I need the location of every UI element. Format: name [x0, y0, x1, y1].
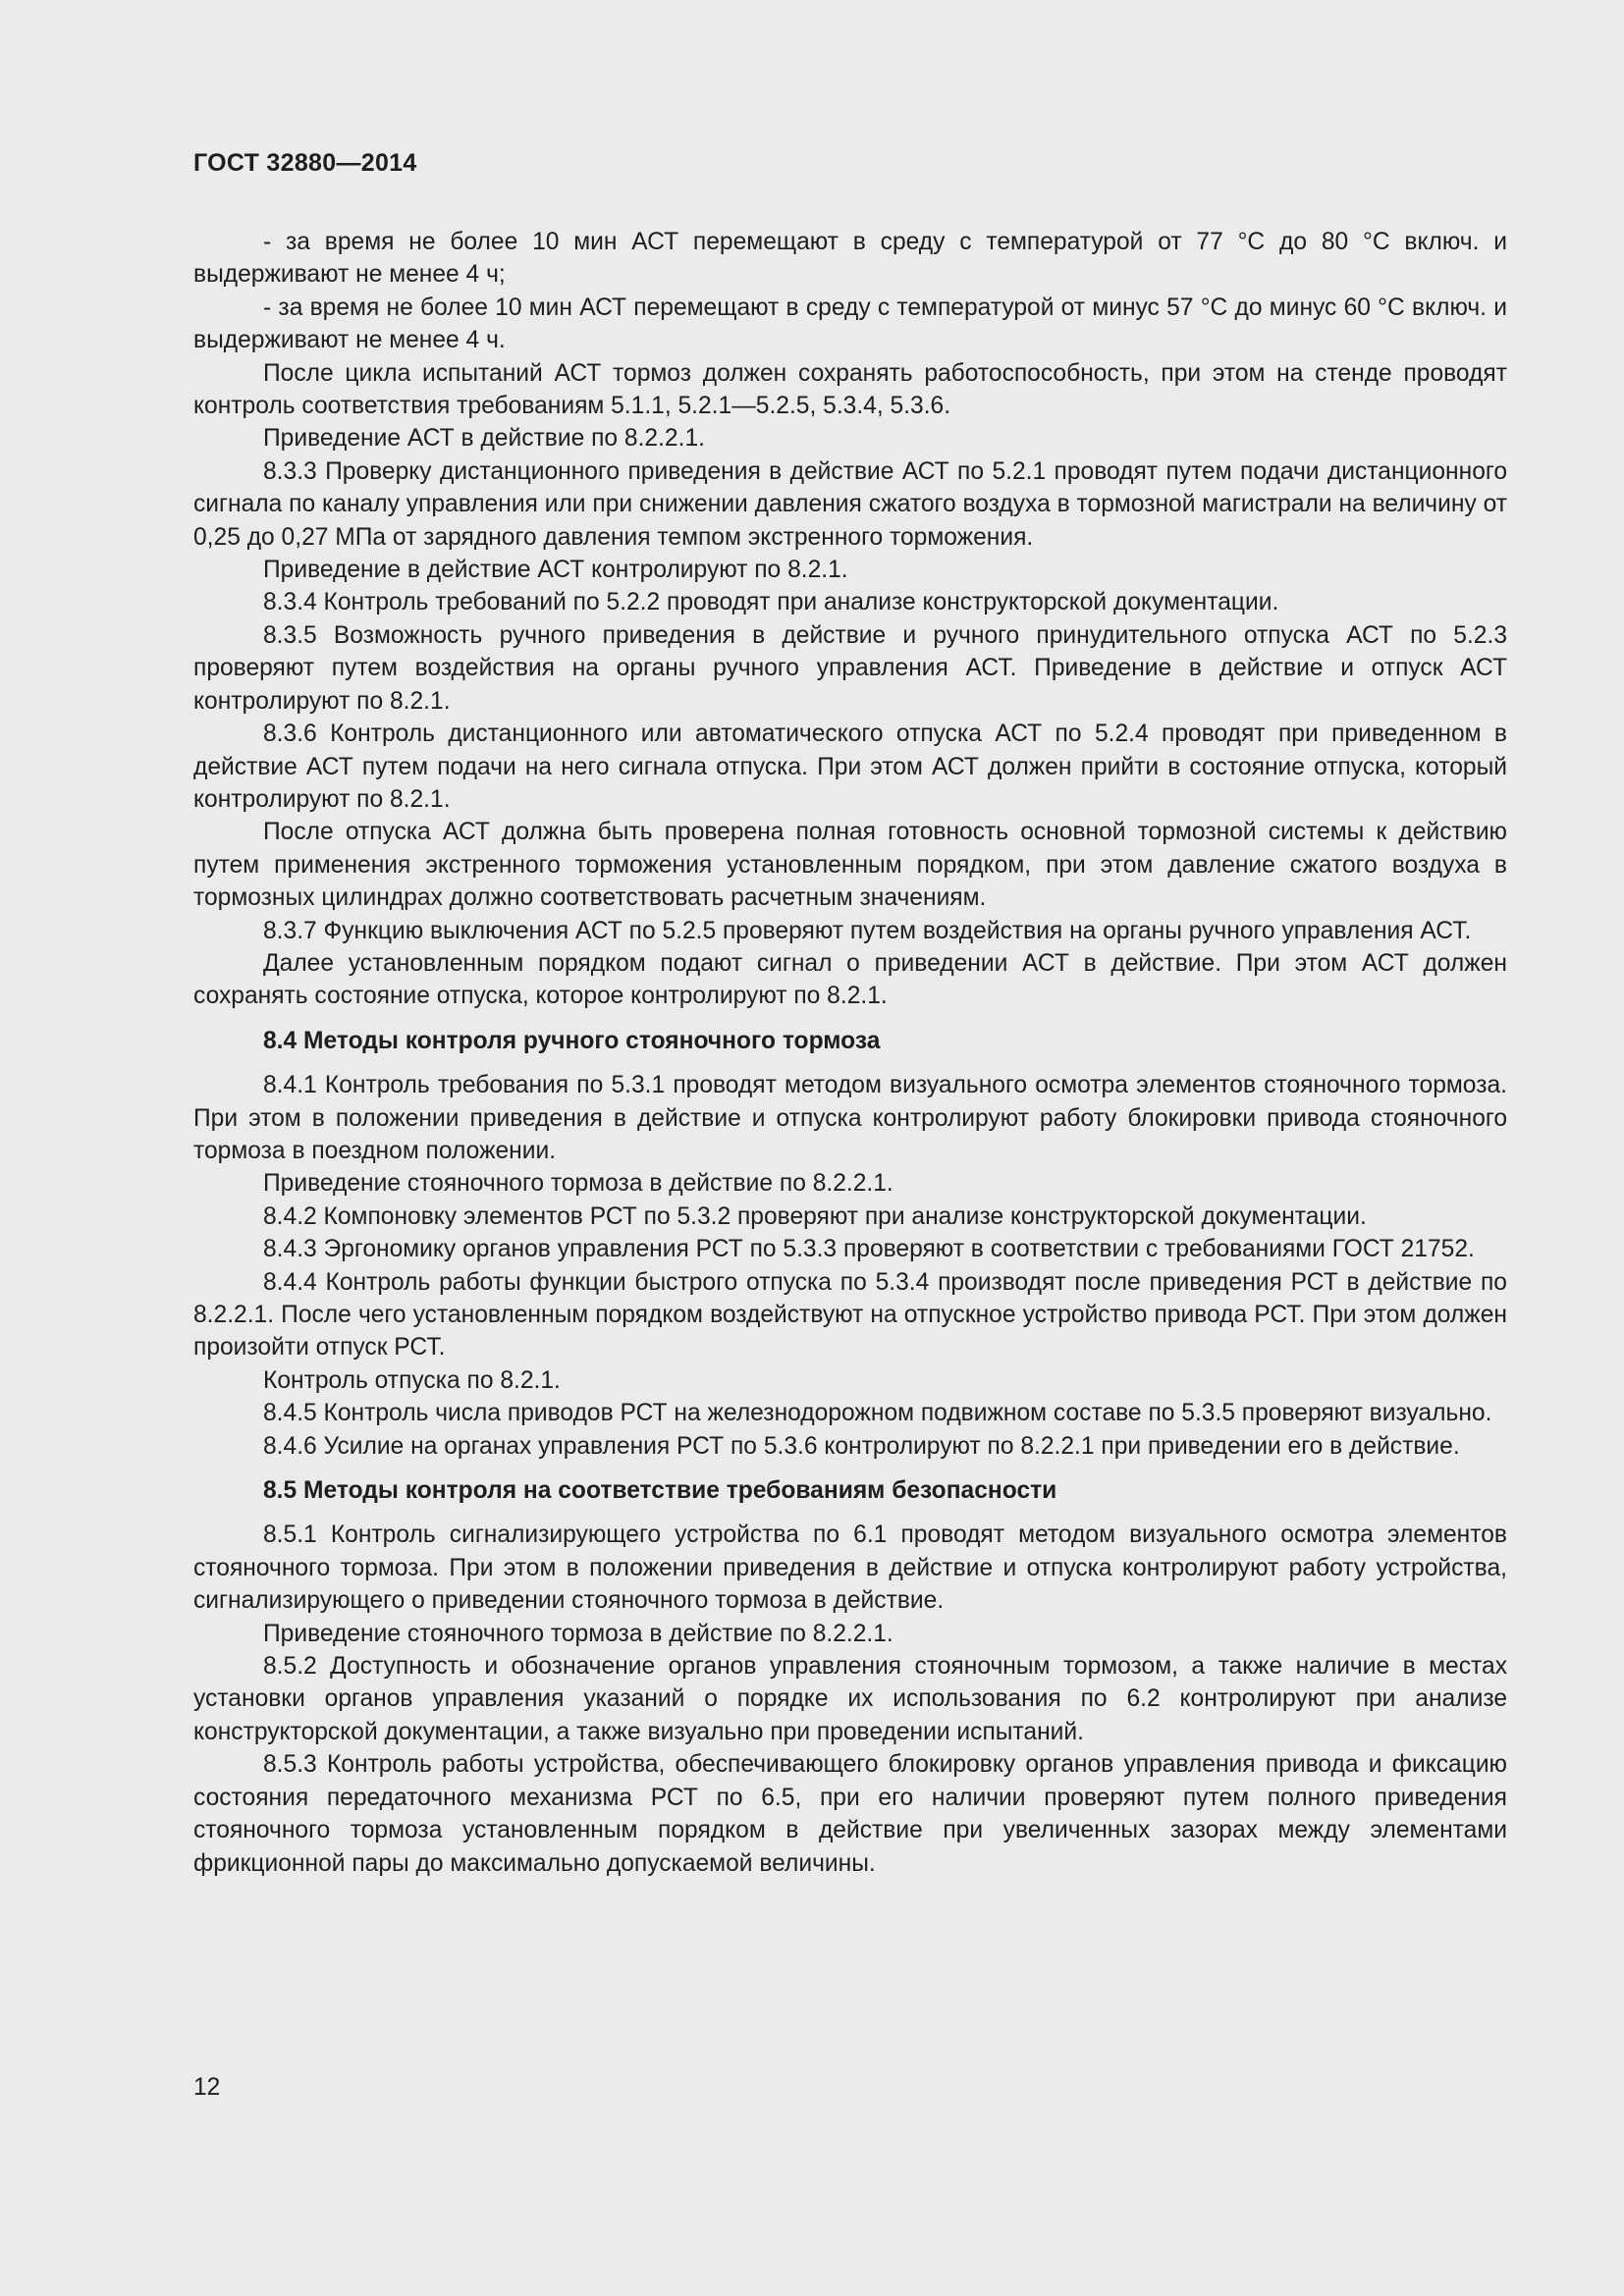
- page-number: 12: [193, 2074, 221, 2101]
- paragraph: 8.3.5 Возможность ручного приведения в действие и ручного принудительного отпуска АСТ по 5.2.3 проверяют путем воздействия на органы ручного управления АСТ. Приведение в действие и отпуск АСТ контролируют по 8.2.1.: [193, 621, 1507, 715]
- paragraph: 8.4.3 Эргономику органов управления РСТ по 5.3.3 проверяют в соответствии с требованиями ГОСТ 21752.: [263, 1236, 1475, 1263]
- paragraph: 8.4.6 Усилие на органах управления РСТ по 5.3.6 контролируют по 8.2.2.1 при приведении его в действие.: [263, 1432, 1460, 1460]
- paragraph: 8.3.6 Контроль дистанционного или автоматического отпуска АСТ по 5.2.4 проводят при приведенном в действие АСТ путем подачи на него сигнала отпуска. При этом АСТ должен прийти в состояние отпуска, который контролируют по 8.2.1.: [193, 721, 1507, 813]
- paragraph: 8.3.4 Контроль требований по 5.2.2 проводят при анализе конструкторской документации.: [263, 589, 1279, 616]
- section-heading: 8.5 Методы контроля на соответствие требованиям безопасности: [263, 1477, 1057, 1505]
- paragraph: 8.4.4 Контроль работы функции быстрого отпуска по 5.3.4 производят после приведения РСТ в действие по 8.2.2.1. После чего установленным порядком воздействуют на отпускное устройство привода РСТ. При этом должен произойти отпуск РСТ.: [193, 1268, 1507, 1362]
- paragraph: 8.5.2 Доступность и обозначение органов управления стояночным тормозом, а также наличие в местах установки органов управления указаний о порядке их использования по 6.2 контролируют при анализе конструкторской документации, а также визуально при проведении испытаний.: [193, 1653, 1507, 1745]
- paragraph: 8.3.7 Функцию выключения АСТ по 5.2.5 проверяют путем воздействия на органы ручного управления АСТ.: [263, 917, 1472, 944]
- paragraph: 8.3.3 Проверку дистанционного приведения в действие АСТ по 5.2.1 проводят путем подачи дистанционного сигнала по каналу управления или при снижении давления сжатого воздуха в тормозной магистрали на величину от 0,25 до 0,27 МПа от зарядного давления темпом экстренного торможения.: [193, 457, 1507, 551]
- paragraph: 8.5.1 Контроль сигнализирующего устройства по 6.1 проводят методом визуального осмотра элементов стояночного тормоза. При этом в положении приведения в действие и отпуска контролируют работу устройства, сигнализирующего о приведении стояночного тормоза в действие.: [193, 1522, 1507, 1615]
- paragraph: - за время не более 10 мин АСТ перемещают в среду с температурой от минус 57 °С до минус 60 °С включ. и выдерживают не менее 4 ч.: [193, 294, 1507, 354]
- paragraph: Приведение стояночного тормоза в действие по 8.2.2.1.: [263, 1620, 893, 1647]
- paragraph: Приведение в действие АСТ контролируют по 8.2.1.: [263, 557, 848, 584]
- paragraph: Приведение АСТ в действие по 8.2.2.1.: [263, 425, 705, 453]
- paragraph: 8.4.5 Контроль числа приводов РСТ на железнодорожном подвижном составе по 5.3.5 проверяют визуально.: [263, 1400, 1492, 1427]
- paragraph: 8.4.1 Контроль требования по 5.3.1 проводят методом визуального осмотра элементов стояночного тормоза. При этом в положении приведения в действие и отпуска контролируют работу блокировки привода стояночного тормоза в поездном положении.: [193, 1072, 1507, 1164]
- section-heading: 8.4 Методы контроля ручного стояночного тормоза: [263, 1027, 881, 1054]
- paragraph: Контроль отпуска по 8.2.1.: [263, 1366, 561, 1394]
- document-header: ГОСТ 32880—2014: [193, 149, 417, 177]
- paragraph: Далее установленным порядком подают сигнал о приведении АСТ в действие. При этом АСТ должен сохранять состояние отпуска, которое контролируют по 8.2.1.: [193, 949, 1507, 1010]
- paragraph: После цикла испытаний АСТ тормоз должен сохранять работоспособность, при этом на стенде проводят контроль соответствия требованиям 5.1.1, 5.2.1—5.2.5, 5.3.4, 5.3.6.: [193, 359, 1507, 420]
- document-page: [193, 0, 1507, 2296]
- paragraph: - за время не более 10 мин АСТ перемещают в среду с температурой от 77 °С до 80 °С включ. и выдерживают не менее 4 ч;: [193, 229, 1507, 289]
- paragraph: 8.4.2 Компоновку элементов РСТ по 5.3.2 проверяют при анализе конструкторской документации.: [263, 1202, 1367, 1230]
- paragraph: 8.5.3 Контроль работы устройства, обеспечивающего блокировку органов управления привода и фиксацию состояния передаточного механизма РСТ по 6.5, при его наличии проверяют путем полного приведения стояночного тормоза установленным порядком в действие при увеличенных зазорах между элементами фрикционной пары до максимально допускаемой величины.: [193, 1751, 1507, 1877]
- document-body: [193, 226, 1507, 1880]
- paragraph: Приведение стояночного тормоза в действие по 8.2.2.1.: [263, 1170, 893, 1198]
- paragraph: После отпуска АСТ должна быть проверена полная готовность основной тормозной системы к действию путем применения экстренного торможения установленным порядком, при этом давление сжатого воздуха в тормозных цилиндрах должно соответствовать расчетным значениям.: [193, 819, 1507, 912]
